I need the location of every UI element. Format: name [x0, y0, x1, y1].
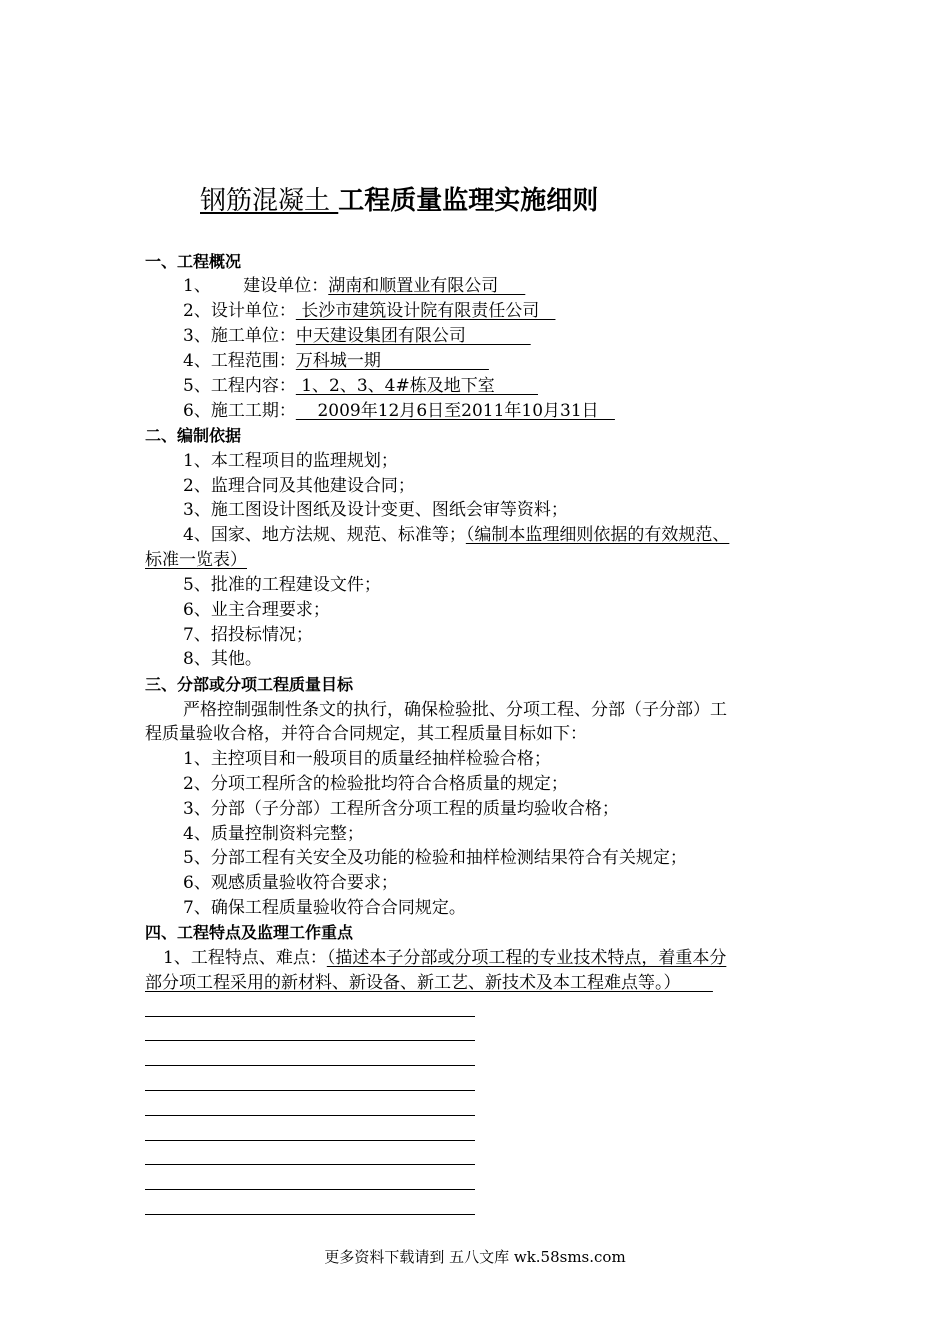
blank-line: [145, 1115, 475, 1116]
s1-item-2: 2、设计单位： 长沙市建筑设计院有限责任公司: [183, 301, 556, 321]
blank-line: [145, 1164, 475, 1165]
document-title: [200, 180, 598, 217]
s2-item-7: 7、招投标情况；: [183, 625, 313, 645]
section-1-heading: 一、工程概况: [145, 252, 242, 271]
s3-item-1: 1、主控项目和一般项目的质量经抽样检验合格；: [183, 749, 551, 769]
s2-item-2: 2、监理合同及其他建设合同；: [183, 476, 415, 496]
blank-line: [145, 1140, 475, 1141]
s1-item-4: 4、工程范围：万科城一期: [183, 351, 489, 371]
blank-line: [145, 1040, 475, 1041]
title-subject: 钢筋混凝土: [200, 186, 339, 216]
section-4-heading: 四、工程特点及监理工作重点: [145, 923, 354, 942]
s1-item-6: 6、施工工期： 2009年12月6日至2011年10月31日: [183, 401, 615, 421]
s2-item-8: 8、其他。: [183, 649, 262, 669]
blank-line: [145, 1189, 475, 1190]
blank-line: [145, 1214, 475, 1215]
s3-item-5: 5、分部工程有关安全及功能的检验和抽样检测结果符合有关规定；: [183, 848, 687, 868]
s2-item-1: 1、本工程项目的监理规划；: [183, 451, 398, 471]
s3-item-6: 6、观感质量验收符合要求；: [183, 873, 398, 893]
s3-intro-line-2: 程质量验收合格，并符合合同规定，其工程质量目标如下：: [145, 724, 587, 744]
s3-item-7: 7、确保工程质量验收符合合同规定。: [183, 898, 466, 918]
s1-item-3: 3、施工单位：中天建设集团有限公司: [183, 326, 531, 346]
s2-item-6: 6、业主合理要求；: [183, 600, 330, 620]
s2-item-3: 3、施工图设计图纸及设计变更、图纸会审等资料；: [183, 500, 568, 520]
s3-item-2: 2、分项工程所含的检验批均符合合格质量的规定；: [183, 774, 568, 794]
page-footer: 更多资料下载请到 五八文库 wk.58sms.com: [324, 1248, 626, 1266]
s3-item-4: 4、质量控制资料完整；: [183, 824, 364, 844]
s4-item-1-cont: 部分项工程采用的新材料、新设备、新工艺、新技术及本工程难点等。）: [145, 973, 713, 993]
s2-item-4: 4、国家、地方法规、规范、标准等；（编制本监理细则依据的有效规范、: [183, 525, 730, 545]
section-2-heading: 二、编制依据: [145, 426, 242, 445]
blank-line: [145, 1090, 475, 1091]
blank-line: [145, 1065, 475, 1066]
s1-item-1: 1、 建设单位：湖南和顺置业有限公司: [183, 276, 526, 296]
s3-item-3: 3、分部（子分部）工程所含分项工程的质量均验收合格；: [183, 799, 619, 819]
s2-item-5: 5、批准的工程建设文件；: [183, 575, 381, 595]
s1-item-5: 5、工程内容： 1、2、3、4#栋及地下室: [183, 376, 538, 396]
s4-item-1: 1、工程特点、难点：（描述本子分部或分项工程的专业技术特点，着重本分: [163, 948, 727, 968]
s2-item-4-cont: 标准一览表）: [145, 550, 247, 570]
title-main: 工程质量监理实施细则: [338, 186, 599, 216]
s3-intro-line-1: 严格控制强制性条文的执行，确保检验批、分项工程、分部（子分部）工: [183, 700, 727, 720]
blank-line: [145, 1016, 475, 1017]
section-3-heading: 三、分部或分项工程质量目标: [145, 675, 354, 694]
